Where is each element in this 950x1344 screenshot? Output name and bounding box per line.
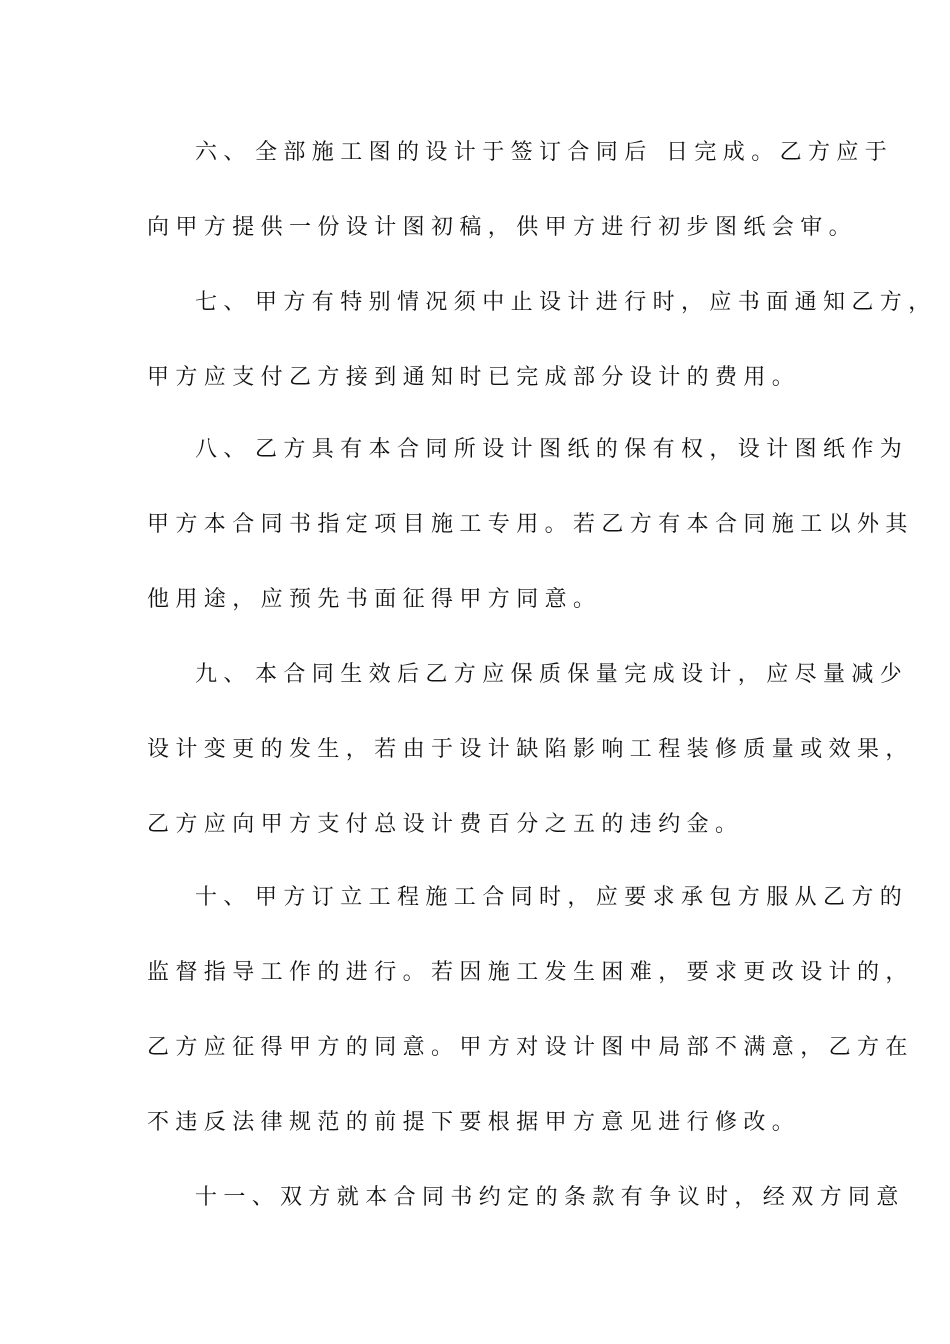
- clause-7-line-2: 甲方应支付乙方接到通知时已完成部分设计的费用。: [147, 365, 801, 390]
- clause-11-number: 十一、: [195, 1185, 281, 1210]
- clause-9-line-2: 设计变更的发生，若由于设计缺陷影响工程装修质量或效果，: [147, 737, 914, 762]
- clause-9-text-1: 本合同生效后乙方应保质保量完成设计，应尽量减少: [255, 662, 909, 687]
- clause-9-line-3: 乙方应向甲方支付总设计费百分之五的违约金。: [147, 812, 744, 837]
- clause-10-text-1: 甲方订立工程施工合同时，应要求承包方服从乙方的: [255, 885, 909, 910]
- clause-11-text-1: 双方就本合同书约定的条款有争议时，经双方同意: [280, 1185, 905, 1210]
- clause-7-line-1: [195, 288, 937, 318]
- clause-9-line-1: [195, 660, 909, 690]
- clause-7-text-1: 甲方有特别情况须中止设计进行时，应书面通知乙方，: [255, 290, 937, 315]
- clause-10-line-3: 乙方应征得甲方的同意。甲方对设计图中局部不满意，乙方在: [147, 1035, 914, 1060]
- clause-10-line-2: 监督指导工作的进行。若因施工发生困难，要求更改设计的，: [147, 960, 914, 985]
- clause-6-line-1: [195, 138, 894, 168]
- clause-11-line-1: [195, 1183, 905, 1213]
- clause-8-line-2: 甲方本合同书指定项目施工专用。若乙方有本合同施工以外其: [147, 512, 914, 537]
- clause-10-line-4: 不违反法律规范的前提下要根据甲方意见进行修改。: [147, 1110, 801, 1135]
- clause-10-line-1: [195, 883, 909, 913]
- clause-10-number: 十、: [195, 885, 252, 910]
- clause-7-number: 七、: [195, 290, 252, 315]
- clause-9-number: 九、: [195, 662, 252, 687]
- clause-6-number: 六、: [195, 140, 252, 165]
- clause-8-line-1: [195, 435, 909, 465]
- clause-6-text-1: 全部施工图的设计于签订合同后 日完成。乙方应于: [255, 140, 894, 165]
- clause-8-text-1: 乙方具有本合同所设计图纸的保有权，设计图纸作为: [255, 437, 909, 462]
- clause-8-line-3: 他用途，应预先书面征得甲方同意。: [147, 587, 602, 612]
- clause-8-number: 八、: [195, 437, 252, 462]
- clause-6-line-2: 向甲方提供一份设计图初稿，供甲方进行初步图纸会审。: [147, 215, 858, 240]
